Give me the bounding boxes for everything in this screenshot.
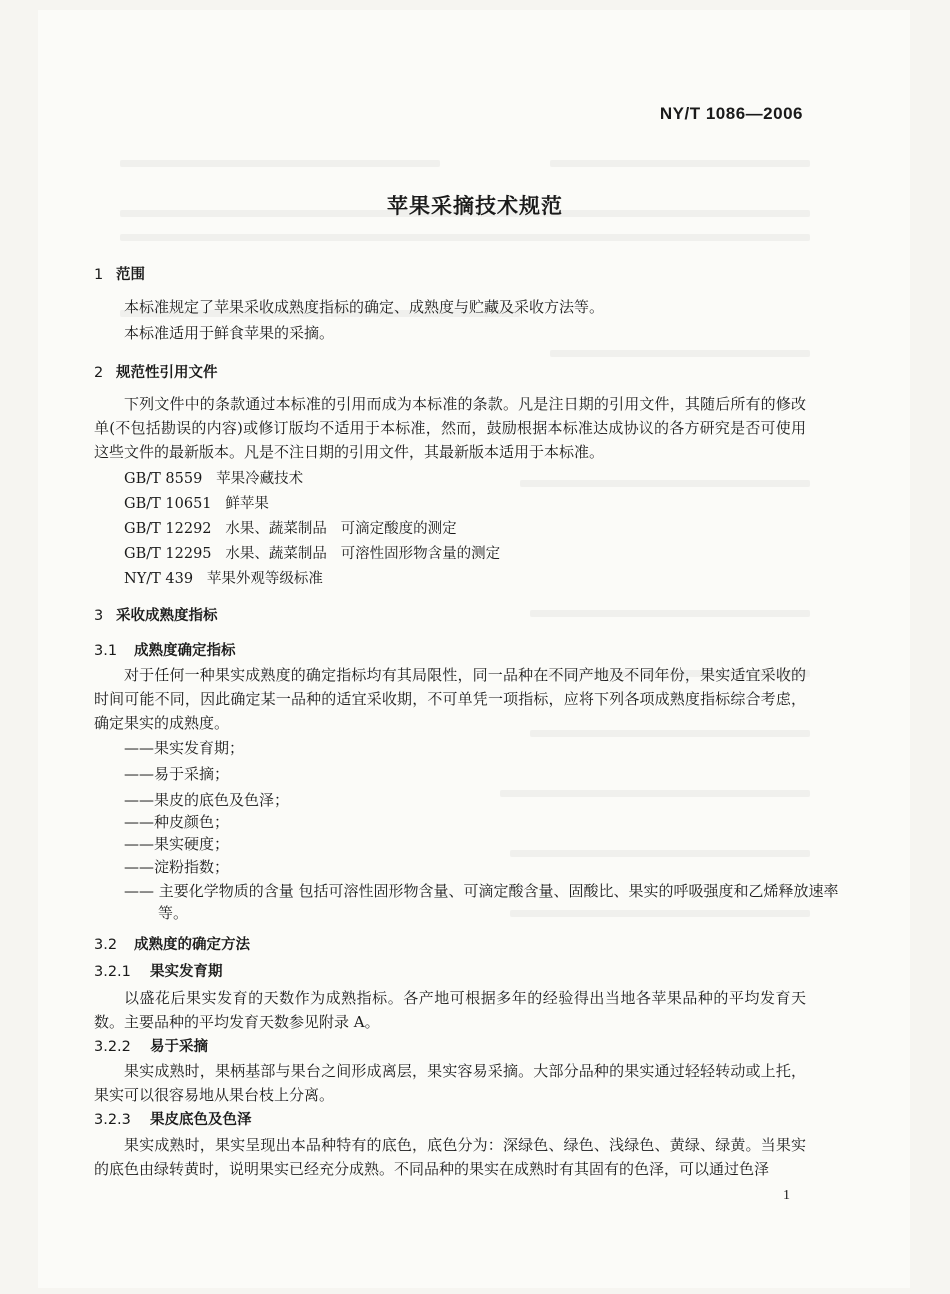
section-3-2-2-heading [94, 1035, 208, 1056]
section-title: 果皮底色及色泽 [150, 1112, 252, 1128]
section-number: 3.2.1 [94, 964, 131, 980]
indicator-item: ——果实硬度； [124, 835, 230, 853]
section-number: 3.2.3 [94, 1112, 131, 1128]
section-title: 易于采摘 [150, 1039, 208, 1055]
section-number: 1 [94, 267, 104, 283]
section-title: 规范性引用文件 [116, 365, 218, 381]
section-1-paragraph-2: 本标准适用于鲜食苹果的采摘。 [124, 324, 335, 342]
section-title: 果实发育期 [150, 964, 223, 980]
indicator-item: ——果实发育期； [124, 739, 245, 757]
section-3-2-1-heading [94, 960, 223, 981]
indicator-item: ——果皮的底色及色泽； [124, 791, 290, 809]
indicator-item: ——淀粉指数； [124, 858, 230, 876]
indicator-item: ——种皮颜色； [124, 813, 230, 831]
section-title: 采收成熟度指标 [116, 608, 218, 624]
section-3-1-heading [94, 639, 236, 660]
section-3-2-3-paragraph: 果实成熟时，果实呈现出本品种特有的底色，底色分为：深绿色、绿色、浅绿色、黄绿、绿黄。当果实的底色由绿转黄时，说明果实已经充分成熟。不同品种的果实在成熟时有其固有的色泽，可以通过色泽 [94, 1136, 806, 1178]
section-3-2-2-paragraph: 果实成熟时，果柄基部与果台之间形成离层，果实容易采摘。大部分品种的果实通过轻轻转动或上托，果实可以很容易地从果台枝上分离。 [94, 1062, 806, 1104]
section-number: 3.2.2 [94, 1039, 131, 1055]
section-3-heading [94, 604, 218, 625]
indicator-item: ——易于采摘； [124, 765, 230, 783]
section-title: 范围 [116, 267, 145, 283]
section-title: 成熟度的确定方法 [134, 937, 250, 953]
section-3-1-paragraph: 对于任何一种果实成熟度的确定指标均有其局限性，同一品种在不同产地及不同年份，果实适宜采收的时间可能不同，因此确定某一品种的适宜采收期，不可单凭一项指标，应将下列各项成熟度指标综合考虑，确定果实的成熟度。 [94, 666, 806, 732]
reference-item: GB/T 12295 水果、蔬菜制品 可溶性固形物含量的测定 [124, 546, 501, 562]
page-number: 1 [783, 1188, 790, 1203]
reference-item: GB/T 12292 水果、蔬菜制品 可滴定酸度的测定 [124, 521, 457, 537]
section-number: 3.1 [94, 643, 118, 659]
reference-item: GB/T 10651 鲜苹果 [124, 496, 269, 512]
section-number: 3.2 [94, 937, 118, 953]
section-3-2-heading [94, 933, 250, 954]
section-1-paragraph-1: 本标准规定了苹果采收成熟度指标的确定、成熟度与贮藏及采收方法等。 [124, 298, 605, 316]
section-title: 成熟度确定指标 [134, 643, 236, 659]
section-2-heading [94, 361, 218, 382]
reference-item: GB/T 8559 苹果冷藏技术 [124, 471, 304, 487]
section-2-paragraph: 下列文件中的条款通过本标准的引用而成为本标准的条款。凡是注日期的引用文件，其随后所有的修改单(不包括勘误的内容)或修订版均不适用于本标准，然而，鼓励根据本标准达成协议的各方研究是否可使用这些文件的最新版本。凡是不注日期的引用文件，其最新版本适用于本标准。 [94, 395, 806, 461]
section-1-heading [94, 263, 145, 284]
reference-item: NY/T 439 苹果外观等级标准 [124, 571, 323, 587]
section-3-2-3-heading [94, 1108, 252, 1129]
standard-number: NY/T 1086—2006 [659, 104, 803, 123]
section-number: 2 [94, 365, 104, 381]
section-number: 3 [94, 608, 104, 624]
document-title: 苹果采摘技术规范 [387, 194, 563, 218]
section-3-2-1-paragraph: 以盛花后果实发育的天数作为成熟指标。各产地可根据多年的经验得出当地各苹果品种的平均发育天数。主要品种的平均发育天数参见附录 A。 [94, 989, 806, 1031]
indicator-item: —— 主要化学物质的含量 包括可溶性固形物含量、可滴定酸含量、固酸比、果实的呼吸强度和乙烯释放速率等。 [124, 882, 839, 922]
